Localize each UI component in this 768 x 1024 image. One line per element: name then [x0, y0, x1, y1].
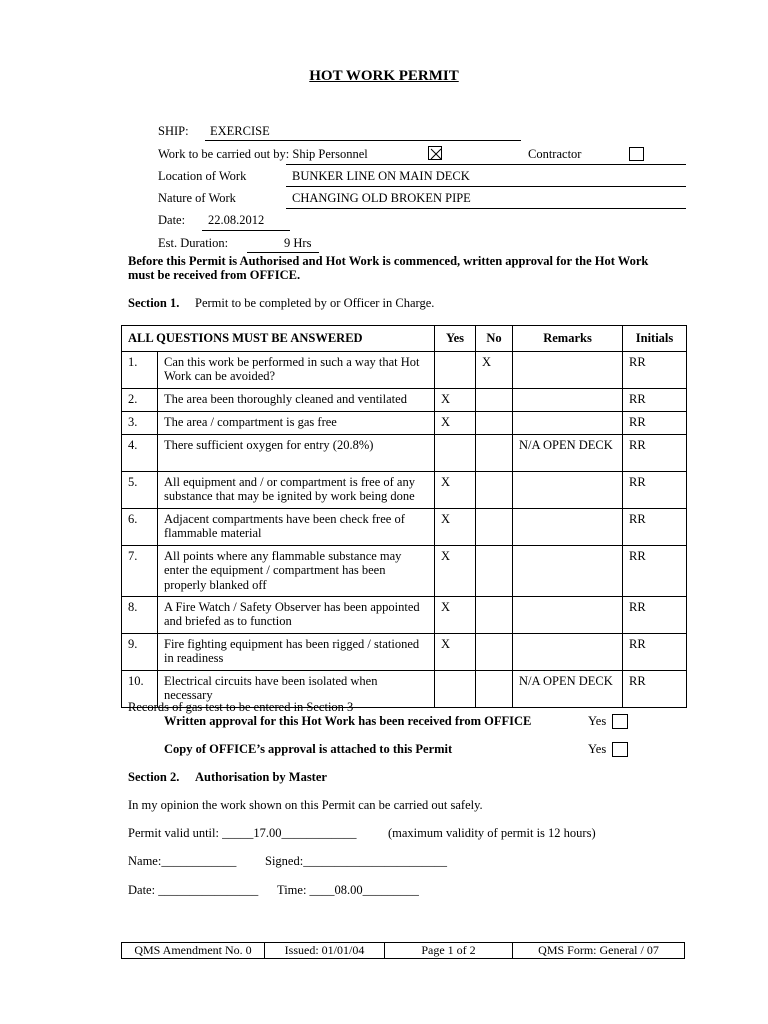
- row-remarks-cell[interactable]: [513, 411, 623, 434]
- ship-value[interactable]: EXERCISE: [210, 124, 270, 138]
- header-remarks: Remarks: [513, 326, 623, 352]
- footer-row: [122, 943, 685, 959]
- row-yes-cell[interactable]: X: [435, 411, 476, 434]
- footer-form: QMS Form: General / 07: [513, 943, 685, 959]
- row-yes-cell[interactable]: X: [435, 388, 476, 411]
- section1-label: Section 1.: [128, 296, 180, 310]
- footer-page: Page 1 of 2: [385, 943, 513, 959]
- table-header-row: [122, 326, 687, 352]
- row-remarks-cell[interactable]: [513, 508, 623, 545]
- table-row: [122, 471, 687, 508]
- row-no-cell[interactable]: [476, 388, 513, 411]
- gas-test-note: Records of gas test to be entered in Section 3: [128, 700, 354, 714]
- row-question: There sufficient oxygen for entry (20.8%): [158, 434, 435, 471]
- row-question: Can this work be performed in such a way that Hot Work can be avoided?: [158, 351, 435, 388]
- row-yes-cell[interactable]: [435, 670, 476, 707]
- row-no-cell[interactable]: [476, 411, 513, 434]
- row-no-cell[interactable]: [476, 471, 513, 508]
- header-initials: Initials: [623, 326, 687, 352]
- table-row: [122, 411, 687, 434]
- row-initials-cell[interactable]: RR: [623, 596, 687, 633]
- row-no-cell[interactable]: [476, 508, 513, 545]
- contractor-checkbox[interactable]: [629, 147, 644, 161]
- location-label: Location of Work: [158, 169, 247, 183]
- table-row: [122, 545, 687, 596]
- table-row: [122, 434, 687, 471]
- table-row: [122, 351, 687, 388]
- row-initials-cell[interactable]: RR: [623, 388, 687, 411]
- duration-label: Est. Duration:: [158, 236, 229, 250]
- row-yes-cell[interactable]: X: [435, 471, 476, 508]
- row-question: Adjacent compartments have been check free of flammable material: [158, 508, 435, 545]
- row-no-cell[interactable]: [476, 434, 513, 471]
- work-by-label: Work to be carried out by: Ship Personnel: [158, 147, 368, 161]
- location-value[interactable]: BUNKER LINE ON MAIN DECK: [292, 169, 470, 183]
- row-initials-cell[interactable]: RR: [623, 471, 687, 508]
- row-number: 1.: [122, 351, 158, 388]
- row-initials-cell[interactable]: RR: [623, 434, 687, 471]
- opinion-text: In my opinion the work shown on this Permit can be carried out safely.: [128, 798, 483, 812]
- row-number: 3.: [122, 411, 158, 434]
- row-no-cell[interactable]: [476, 545, 513, 596]
- row-number: 7.: [122, 545, 158, 596]
- table-row: [122, 388, 687, 411]
- row-no-cell[interactable]: [476, 596, 513, 633]
- date-field[interactable]: Date: ________________: [128, 883, 259, 897]
- section2-label: Section 2.: [128, 770, 180, 784]
- footer-amendment: QMS Amendment No. 0: [122, 943, 265, 959]
- footer-issued: Issued: 01/01/04: [265, 943, 385, 959]
- header-questions: ALL QUESTIONS MUST BE ANSWERED: [122, 326, 435, 352]
- row-yes-cell[interactable]: [435, 351, 476, 388]
- row-number: 4.: [122, 434, 158, 471]
- row-remarks-cell[interactable]: [513, 596, 623, 633]
- duration-value[interactable]: 9 Hrs: [284, 236, 312, 250]
- questions-table: [121, 325, 687, 708]
- nature-label: Nature of Work: [158, 191, 236, 205]
- approval-attached-yes-label: Yes: [588, 742, 607, 756]
- row-number: 2.: [122, 388, 158, 411]
- row-initials-cell[interactable]: RR: [623, 670, 687, 707]
- row-remarks-cell[interactable]: [513, 633, 623, 670]
- row-initials-cell[interactable]: RR: [623, 508, 687, 545]
- duration-underline: [247, 252, 319, 253]
- row-number: 5.: [122, 471, 158, 508]
- row-yes-cell[interactable]: [435, 434, 476, 471]
- row-question: Electrical circuits have been isolated when necessary: [158, 670, 435, 707]
- work-by-underline: [286, 164, 686, 165]
- name-field[interactable]: Name:____________: [128, 854, 237, 868]
- row-number: 9.: [122, 633, 158, 670]
- row-question: A Fire Watch / Safety Observer has been appointed and briefed as to function: [158, 596, 435, 633]
- row-remarks-cell[interactable]: [513, 351, 623, 388]
- row-yes-cell[interactable]: X: [435, 545, 476, 596]
- row-initials-cell[interactable]: RR: [623, 411, 687, 434]
- row-yes-cell[interactable]: X: [435, 596, 476, 633]
- section2-text: Authorisation by Master: [195, 770, 327, 784]
- ship-underline: [205, 140, 521, 141]
- row-number: 8.: [122, 596, 158, 633]
- date-label: Date:: [158, 213, 186, 227]
- warning-line-2: must be received from OFFICE.: [128, 268, 301, 282]
- permit-valid-note: (maximum validity of permit is 12 hours): [388, 826, 596, 840]
- location-underline: [286, 186, 686, 187]
- row-initials-cell[interactable]: RR: [623, 351, 687, 388]
- row-no-cell[interactable]: X: [476, 351, 513, 388]
- signed-field[interactable]: Signed:_______________________: [265, 854, 447, 868]
- nature-value[interactable]: CHANGING OLD BROKEN PIPE: [292, 191, 471, 205]
- checked-cross-icon: [429, 147, 443, 161]
- date-value[interactable]: 22.08.2012: [208, 213, 265, 227]
- time-field[interactable]: Time: ____08.00_________: [277, 883, 419, 897]
- row-initials-cell[interactable]: RR: [623, 633, 687, 670]
- page-title: HOT WORK PERMIT: [309, 68, 459, 84]
- header-yes: Yes: [435, 326, 476, 352]
- row-remarks-cell[interactable]: N/A OPEN DECK: [513, 434, 623, 471]
- date-underline: [202, 230, 290, 231]
- warning-line-1: Before this Permit is Authorised and Hot Work is commenced, written approval for the Hot Work: [128, 254, 649, 268]
- row-question: Fire fighting equipment has been rigged / stationed in readiness: [158, 633, 435, 670]
- row-remarks-cell[interactable]: [513, 471, 623, 508]
- approval-attached-text: Copy of OFFICE’s approval is attached to this Permit: [164, 742, 453, 756]
- row-remarks-cell[interactable]: [513, 388, 623, 411]
- table-row: [122, 596, 687, 633]
- approval-received-text: Written approval for this Hot Work has been received from OFFICE: [164, 714, 532, 728]
- row-yes-cell[interactable]: X: [435, 633, 476, 670]
- row-question: The area been thoroughly cleaned and ventilated: [158, 388, 435, 411]
- permit-valid-field[interactable]: Permit valid until: _____17.00____________: [128, 826, 357, 840]
- section1-text: Permit to be completed by or Officer in Charge.: [195, 296, 435, 310]
- approval-attached-checkbox[interactable]: [612, 742, 628, 757]
- approval-received-yes-label: Yes: [588, 714, 607, 728]
- row-number: 6.: [122, 508, 158, 545]
- row-initials-cell[interactable]: RR: [623, 545, 687, 596]
- row-yes-cell[interactable]: X: [435, 508, 476, 545]
- row-question: All equipment and / or compartment is free of any substance that may be ignited by work being done: [158, 471, 435, 508]
- row-no-cell[interactable]: [476, 670, 513, 707]
- row-no-cell[interactable]: [476, 633, 513, 670]
- footer-table: [121, 942, 685, 959]
- nature-underline: [286, 208, 686, 209]
- row-number: 10.: [122, 670, 158, 707]
- header-no: No: [476, 326, 513, 352]
- table-row: [122, 633, 687, 670]
- row-remarks-cell[interactable]: [513, 545, 623, 596]
- contractor-label: Contractor: [528, 147, 582, 161]
- row-question: The area / compartment is gas free: [158, 411, 435, 434]
- approval-received-checkbox[interactable]: [612, 714, 628, 729]
- ship-personnel-checkbox[interactable]: [428, 146, 442, 160]
- ship-label: SHIP:: [158, 124, 189, 138]
- row-remarks-cell[interactable]: N/A OPEN DECK: [513, 670, 623, 707]
- table-row: [122, 508, 687, 545]
- row-question: All points where any flammable substance may enter the equipment / compartment has been properly blanked off: [158, 545, 435, 596]
